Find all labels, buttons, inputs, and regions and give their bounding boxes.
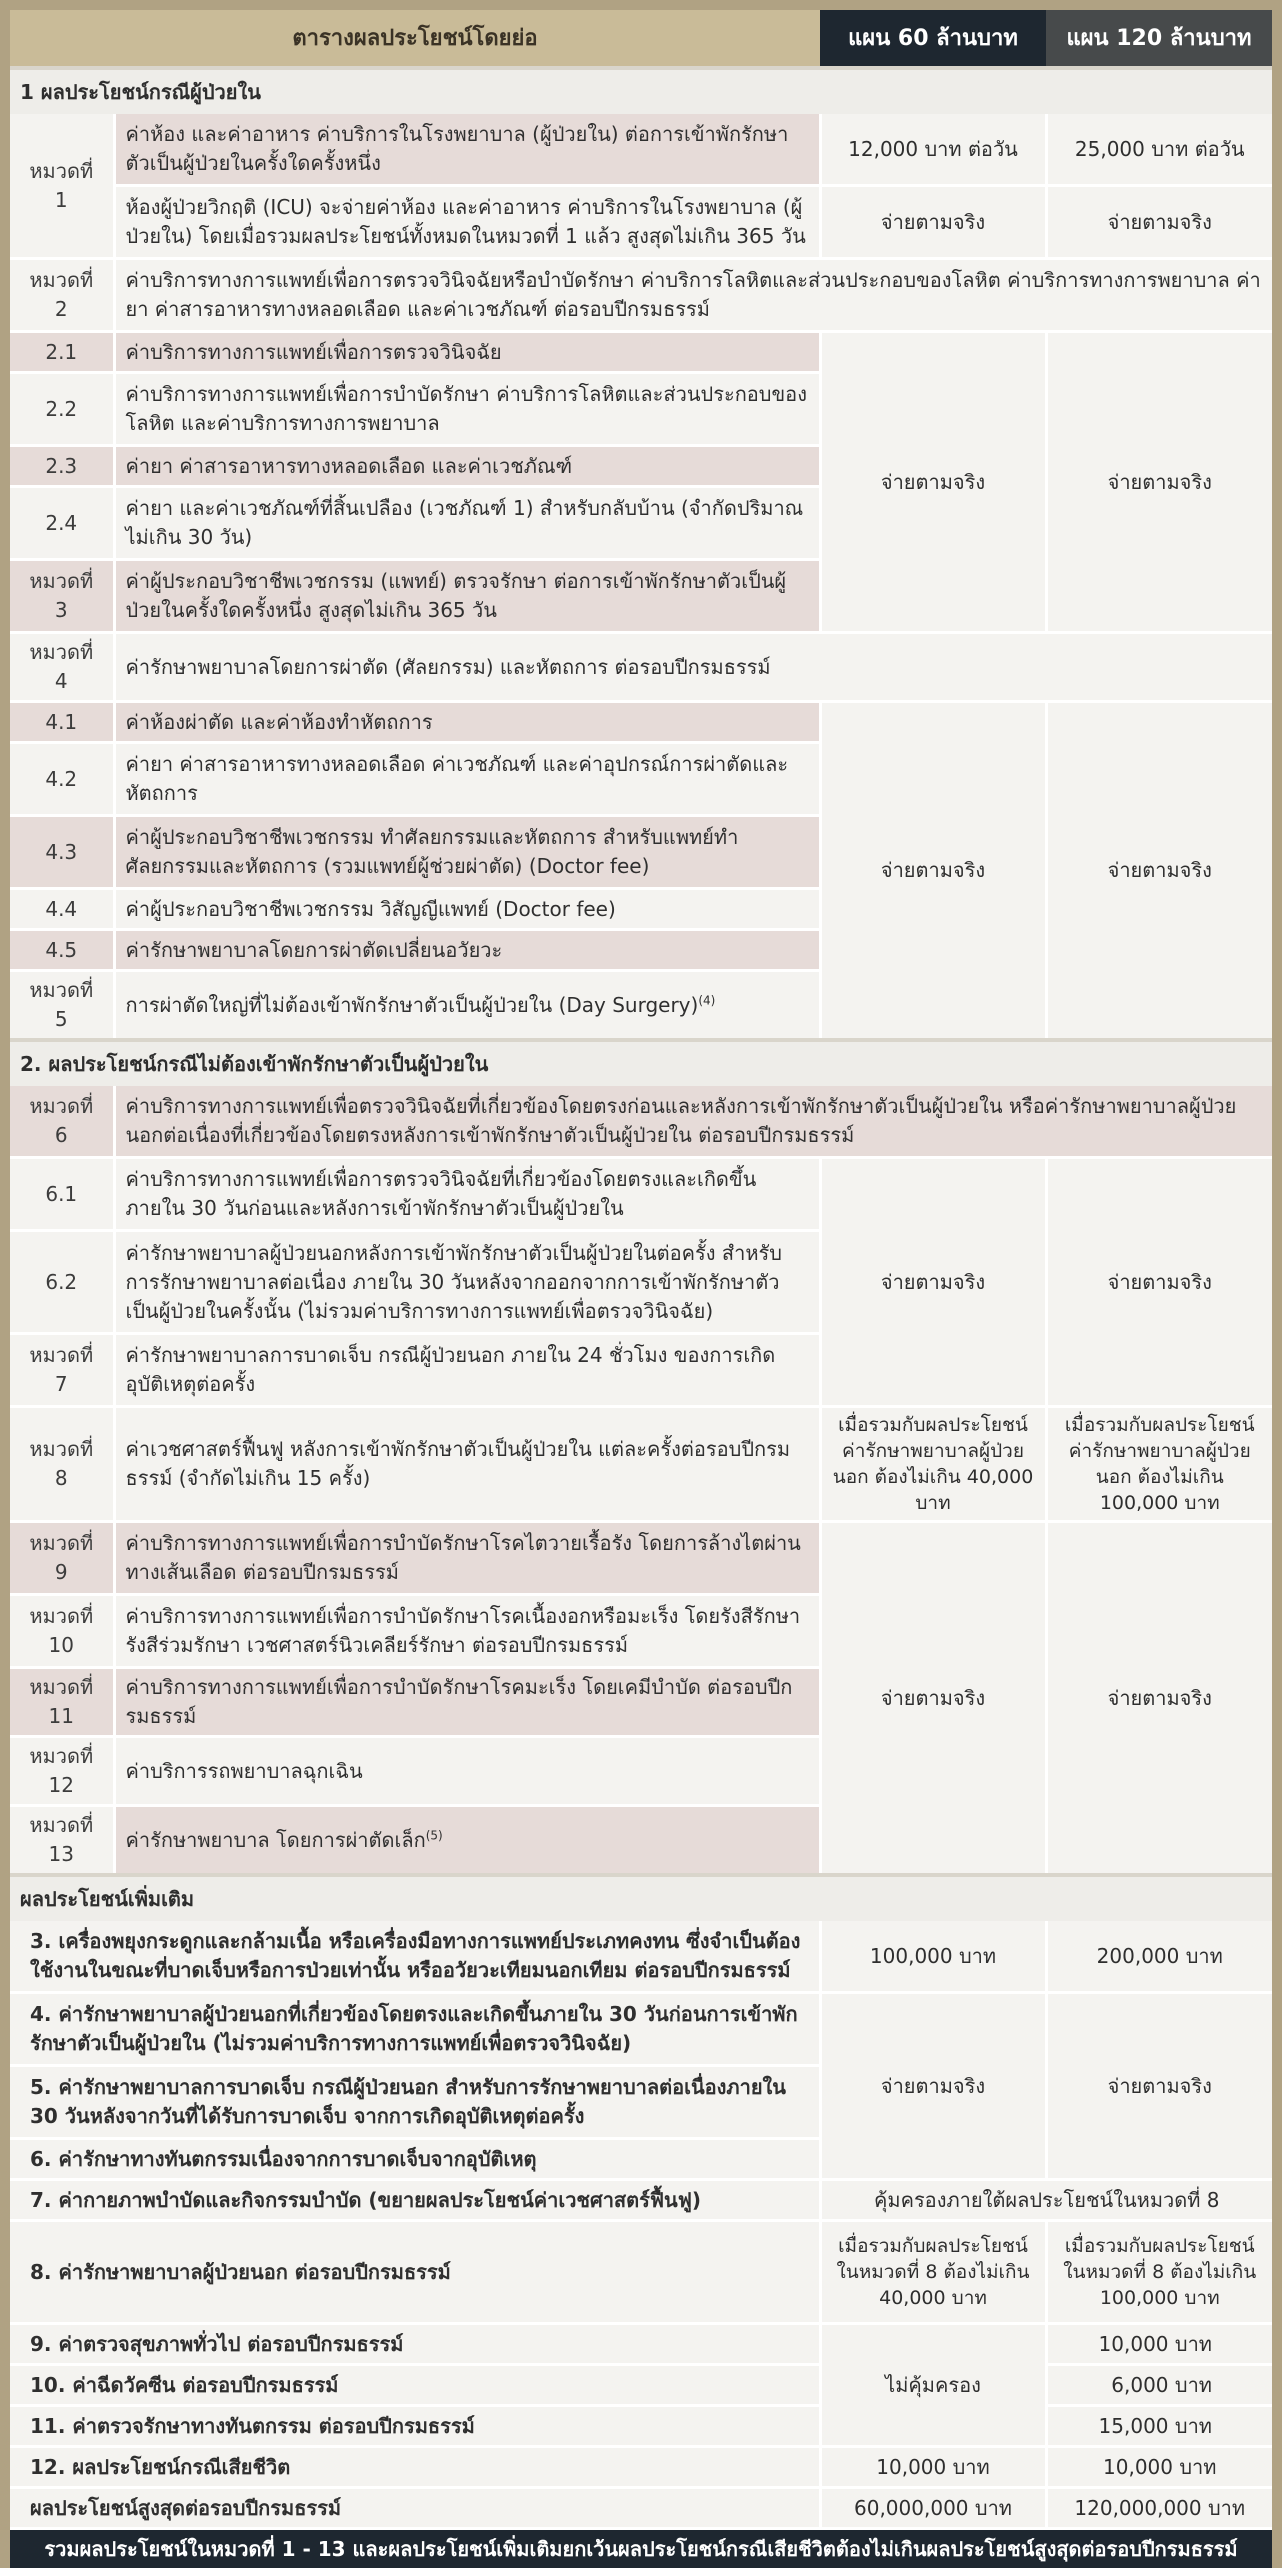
footer-note-row: [10, 2529, 1272, 2568]
row-label: 2.1: [10, 332, 114, 373]
row-label: หมวดที่ 12: [10, 1737, 114, 1806]
row-desc: ค่ารักษาพยาบาลโดยการผ่าตัด (ศัลยกรรม) และหัตถการ ต่อรอบปีกรมธรรม์: [114, 633, 1272, 702]
row-label: หมวดที่ 8: [10, 1407, 114, 1522]
footnote-ref: (4): [698, 993, 715, 1007]
table-row: [10, 2365, 1272, 2406]
table-row: [10, 2406, 1272, 2447]
row-label: หมวดที่ 5: [10, 971, 114, 1041]
row-label: หมวดที่ 9: [10, 1522, 114, 1595]
plan-120-value: จ่ายตามจริง: [1046, 1993, 1272, 2180]
table-row: [10, 332, 1272, 373]
row-label: หมวดที่ 3: [10, 560, 114, 633]
benefit-table: [10, 10, 1272, 2568]
row-desc: 11. ค่าตรวจรักษาทางทันตกรรม ต่อรอบปีกรมธรรม์: [10, 2406, 820, 2447]
plan-60-value: ไม่คุ้มครอง: [820, 2324, 1046, 2447]
row-desc: ค่าบริการรถพยาบาลฉุกเฉิน: [114, 1737, 820, 1806]
plan-120-value: จ่ายตามจริง: [1046, 1158, 1272, 1407]
plan-60-value: 100,000 บาท: [820, 1921, 1046, 1993]
row-desc: ค่าห้องผ่าตัด และค่าห้องทำหัตถการ: [114, 702, 820, 743]
row-desc: 8. ค่ารักษาพยาบาลผู้ป่วยนอก ต่อรอบปีกรมธรรม์: [10, 2221, 820, 2324]
row-desc: ค่าบริการทางการแพทย์เพื่อการตรวจวินิจฉัย: [114, 332, 820, 373]
row-desc: ค่าบริการทางการแพทย์เพื่อการบำบัดรักษา ค่าบริการโลหิตและส่วนประกอบของโลหิต และค่าบริการทางการพยาบาล: [114, 373, 820, 446]
row-desc: ค่าผู้ประกอบวิชาชีพเวชกรรม (แพทย์) ตรวจรักษา ต่อการเข้าพักรักษาตัวเป็นผู้ป่วยในครั้งใดครั้งหนึ่ง สูงสุดไม่เกิน 365 วัน: [114, 560, 820, 633]
plan-120-value: จ่ายตามจริง: [1046, 1522, 1272, 1876]
row-label: 4.1: [10, 702, 114, 743]
row-desc: ค่าบริการทางการแพทย์เพื่อการบำบัดรักษาโรคเนื้องอกหรือมะเร็ง โดยรังสีรักษารังสีร่วมรักษา เวชศาสตร์นิวเคลียร์รักษา ต่อรอบปีกรมธรรม์: [114, 1595, 820, 1668]
row-label: 4.4: [10, 889, 114, 930]
row-desc: 3. เครื่องพยุงกระดูกและกล้ามเนื้อ หรือเครื่องมือทางการแพทย์ประเภทคงทน ซึ่งจำเป็นต้องใช้งานในขณะที่บาดเจ็บหรือการป่วยเท่านั้น หรืออวัยวะเทียมนอกเทียม ต่อรอบปีกรมธรรม์: [10, 1921, 820, 1993]
table-row: [10, 1921, 1272, 1993]
table-row: [10, 259, 1272, 332]
row-desc: 4. ค่ารักษาพยาบาลผู้ป่วยนอกที่เกี่ยวข้องโดยตรงและเกิดขึ้นภายใน 30 วันก่อนการเข้าพักรักษาตัวเป็นผู้ป่วยใน (ไม่รวมค่าบริการทางการแพทย์เพื่อตรวจวินิจฉัย): [10, 1993, 820, 2066]
row-label: หมวดที่ 4: [10, 633, 114, 702]
row-desc: 6. ค่ารักษาทางทันตกรรมเนื่องจากการบาดเจ็บจากอุบัติเหตุ: [10, 2139, 820, 2180]
row-desc: ค่ารักษาพยาบาลโดยการผ่าตัดเปลี่ยนอวัยวะ: [114, 930, 820, 971]
plan-60-value: จ่ายตามจริง: [820, 1993, 1046, 2180]
plan-60-value: เมื่อรวมกับผลประโยชน์ค่ารักษาพยาบาลผู้ป่วยนอก ต้องไม่เกิน 40,000 บาท: [820, 1407, 1046, 1522]
table-row: [10, 633, 1272, 702]
table-row: [10, 2447, 1272, 2488]
row-desc: ค่าผู้ประกอบวิชาชีพเวชกรรม วิสัญญีแพทย์ (Doctor fee): [114, 889, 820, 930]
plan-60-value: จ่ายตามจริง: [820, 1158, 1046, 1407]
table-row: [10, 1158, 1272, 1231]
table-row: [10, 702, 1272, 743]
footer-note: รวมผลประโยชน์ในหมวดที่ 1 - 13 และผลประโยชน์เพิ่มเติมยกเว้นผลประโยชน์กรณีเสียชีวิตต้องไม่เกินผลประโยชน์สูงสุดต่อรอบปีกรมธรรม์: [10, 2529, 1272, 2568]
plan-60-value: 12,000 บาท ต่อวัน: [820, 114, 1046, 186]
plan-120-value: จ่ายตามจริง: [1046, 702, 1272, 1041]
row-desc: 12. ผลประโยชน์กรณีเสียชีวิต: [10, 2447, 820, 2488]
plan-60-value: จ่ายตามจริง: [820, 1522, 1046, 1876]
section-outpatient: [10, 1040, 1272, 1086]
row-desc: 10. ค่าฉีดวัคซีน ต่อรอบปีกรมธรรม์: [10, 2365, 820, 2406]
row-desc: ค่าผู้ประกอบวิชาชีพเวชกรรม ทำศัลยกรรมและหัตถการ สำหรับแพทย์ทำศัลยกรรมและหัตถการ (รวมแพทย์ผู้ช่วยผ่าตัด) (Doctor fee): [114, 816, 820, 889]
row-label: หมวดที่ 13: [10, 1806, 114, 1876]
row-desc: ค่ารักษาพยาบาลผู้ป่วยนอกหลังการเข้าพักรักษาตัวเป็นผู้ป่วยในต่อครั้ง สำหรับการรักษาพยาบาลต่อเนื่อง ภายใน 30 วันหลังจากออกจากการเข้าพักรักษาตัวเป็นผู้ป่วยในครั้งนั้น (ไม่รวมค่าบริการทางการแพทย์เพื่อตรวจวินิจฉัย): [114, 1231, 820, 1334]
plan-60-header: แผน 60 ล้านบาท: [820, 10, 1046, 68]
row-label: 4.5: [10, 930, 114, 971]
plan-120-header: แผน 120 ล้านบาท: [1046, 10, 1272, 68]
table-row: [10, 1407, 1272, 1522]
table-row: [10, 2221, 1272, 2324]
row-desc-text: ค่ารักษาพยาบาล โดยการผ่าตัดเล็ก: [126, 1828, 426, 1852]
row-desc: 9. ค่าตรวจสุขภาพทั่วไป ต่อรอบปีกรมธรรม์: [10, 2324, 820, 2365]
row-desc: ค่าเวชศาสตร์ฟื้นฟู หลังการเข้าพักรักษาตัวเป็นผู้ป่วยใน แต่ละครั้งต่อรอบปีกรมธรรม์ (จำกัดไม่เกิน 15 ครั้ง): [114, 1407, 820, 1522]
plan-120-value: เมื่อรวมกับผลประโยชน์ค่ารักษาพยาบาลผู้ป่วยนอก ต้องไม่เกิน 100,000 บาท: [1046, 1407, 1272, 1522]
plan-120-value: จ่ายตามจริง: [1046, 186, 1272, 259]
row-desc: ค่าบริการทางการแพทย์เพื่อการตรวจวินิจฉัยที่เกี่ยวข้องโดยตรงและเกิดขึ้นภายใน 30 วันก่อนและหลังการเข้าพักรักษาตัวเป็นผู้ป่วยใน: [114, 1158, 820, 1231]
row-label: หมวดที่ 10: [10, 1595, 114, 1668]
table-row: [10, 114, 1272, 186]
row-desc: ค่าห้อง และค่าอาหาร ค่าบริการในโรงพยาบาล (ผู้ป่วยใน) ต่อการเข้าพักรักษาตัวเป็นผู้ป่วยในครั้งใดครั้งหนึ่ง: [114, 114, 820, 186]
plan-120-value: 10,000 บาท: [1046, 2447, 1272, 2488]
row-desc: ค่าบริการทางการแพทย์เพื่อการตรวจวินิจฉัยหรือบำบัดรักษา ค่าบริการโลหิตและส่วนประกอบของโลหิต ค่าบริการทางการพยาบาล ค่ายา ค่าสารอาหารทางหลอดเลือด และค่าเวชภัณฑ์ ต่อรอบปีกรมธรรม์: [114, 259, 1272, 332]
benefit-summary-frame: [10, 10, 1272, 2550]
plan-60-value: จ่ายตามจริง: [820, 186, 1046, 259]
row-desc-text: การผ่าตัดใหญ่ที่ไม่ต้องเข้าพักรักษาตัวเป็นผู้ป่วยใน (Day Surgery): [126, 993, 699, 1017]
row-desc: 5. ค่ารักษาพยาบาลการบาดเจ็บ กรณีผู้ป่วยนอก สำหรับการรักษาพยาบาลต่อเนื่องภายใน 30 วันหลังจากวันที่ได้รับการบาดเจ็บ จากการเกิดอุบัติเหตุต่อครั้ง: [10, 2066, 820, 2139]
row-label: 4.3: [10, 816, 114, 889]
row-desc: ค่าบริการทางการแพทย์เพื่อการบำบัดรักษาโรคไตวายเรื้อรัง โดยการล้างไตผ่านทางเส้นเลือด ต่อรอบปีกรมธรรม์: [114, 1522, 820, 1595]
row-desc: ค่ายา ค่าสารอาหารทางหลอดเลือด และค่าเวชภัณฑ์: [114, 446, 820, 487]
row-desc: ห้องผู้ป่วยวิกฤติ (ICU) จะจ่ายค่าห้อง และค่าอาหาร ค่าบริการในโรงพยาบาล (ผู้ป่วยใน) โดยเมื่อรวมผลประโยชน์ทั้งหมดในหมวดที่ 1 แล้ว สูงสุดไม่เกิน 365 วัน: [114, 186, 820, 259]
section-title: 2. ผลประโยชน์กรณีไม่ต้องเข้าพักรักษาตัวเป็นผู้ป่วยใน: [10, 1040, 1272, 1086]
plan-60-value: จ่ายตามจริง: [820, 332, 1046, 633]
plan-60-value: 60,000,000 บาท: [820, 2488, 1046, 2529]
section-title: 1 ผลประโยชน์กรณีผู้ป่วยใน: [10, 68, 1272, 114]
row-label: 2.3: [10, 446, 114, 487]
row-desc: ค่ายา ค่าสารอาหารทางหลอดเลือด ค่าเวชภัณฑ์ และค่าอุปกรณ์การผ่าตัดและหัตถการ: [114, 743, 820, 816]
row-label: หมวดที่ 6: [10, 1086, 114, 1158]
row-desc: ค่าบริการทางการแพทย์เพื่อตรวจวินิจฉัยที่เกี่ยวข้องโดยตรงก่อนและหลังการเข้าพักรักษาตัวเป็นผู้ป่วยใน หรือค่ารักษาพยาบาลผู้ป่วยนอกต่อเนื่องที่เกี่ยวข้องโดยตรงหลังการเข้าพักรักษาตัวเป็นผู้ป่วยใน ต่อรอบปีกรมธรรม์: [114, 1086, 1272, 1158]
row-desc: [114, 971, 820, 1041]
section-additional: [10, 1875, 1272, 1921]
plan-combined-value: คุ้มครองภายใต้ผลประโยชน์ในหมวดที่ 8: [820, 2180, 1272, 2221]
row-label: 6.2: [10, 1231, 114, 1334]
row-label: หมวดที่ 2: [10, 259, 114, 332]
row-label: หมวดที่ 1: [10, 114, 114, 259]
footnote-ref: (5): [426, 1828, 443, 1842]
row-desc: ค่ารักษาพยาบาลการบาดเจ็บ กรณีผู้ป่วยนอก ภายใน 24 ชั่วโมง ของการเกิดอุบัติเหตุต่อครั้ง: [114, 1334, 820, 1407]
row-label: หมวดที่ 11: [10, 1668, 114, 1737]
table-row: [10, 2324, 1272, 2365]
section-inpatient: [10, 68, 1272, 114]
plan-60-value: จ่ายตามจริง: [820, 702, 1046, 1041]
plan-120-value: 10,000 บาท: [1046, 2324, 1272, 2365]
plan-120-value: 25,000 บาท ต่อวัน: [1046, 114, 1272, 186]
row-label: 2.4: [10, 487, 114, 560]
row-desc: ผลประโยชน์สูงสุดต่อรอบปีกรมธรรม์: [10, 2488, 820, 2529]
plan-120-value: จ่ายตามจริง: [1046, 332, 1272, 633]
row-desc: ค่าบริการทางการแพทย์เพื่อการบำบัดรักษาโรคมะเร็ง โดยเคมีบำบัด ต่อรอบปีกรมธรรม์: [114, 1668, 820, 1737]
table-row: [10, 2180, 1272, 2221]
plan-120-value: 15,000 บาท: [1046, 2406, 1272, 2447]
plan-120-value: 6,000 บาท: [1046, 2365, 1272, 2406]
row-desc: [114, 1806, 820, 1876]
table-row: [10, 1086, 1272, 1158]
section-title: ผลประโยชน์เพิ่มเติม: [10, 1875, 1272, 1921]
row-desc: 7. ค่ากายภาพบำบัดและกิจกรรมบำบัด (ขยายผลประโยชน์ค่าเวชศาสตร์ฟื้นฟู): [10, 2180, 820, 2221]
table-row: [10, 1522, 1272, 1595]
plan-120-value: 120,000,000 บาท: [1046, 2488, 1272, 2529]
table-title: ตารางผลประโยชน์โดยย่อ: [10, 10, 820, 68]
table-header: [10, 10, 1272, 68]
max-benefit-row: [10, 2488, 1272, 2529]
plan-120-value: เมื่อรวมกับผลประโยชน์ในหมวดที่ 8 ต้องไม่เกิน 100,000 บาท: [1046, 2221, 1272, 2324]
row-label: 6.1: [10, 1158, 114, 1231]
table-row: [10, 1993, 1272, 2066]
table-row: [10, 186, 1272, 259]
row-desc: ค่ายา และค่าเวชภัณฑ์ที่สิ้นเปลือง (เวชภัณฑ์ 1) สำหรับกลับบ้าน (จำกัดปริมาณไม่เกิน 30 วัน): [114, 487, 820, 560]
row-label: 2.2: [10, 373, 114, 446]
plan-60-value: เมื่อรวมกับผลประโยชน์ในหมวดที่ 8 ต้องไม่เกิน 40,000 บาท: [820, 2221, 1046, 2324]
plan-60-value: 10,000 บาท: [820, 2447, 1046, 2488]
plan-120-value: 200,000 บาท: [1046, 1921, 1272, 1993]
row-label: หมวดที่ 7: [10, 1334, 114, 1407]
row-label: 4.2: [10, 743, 114, 816]
